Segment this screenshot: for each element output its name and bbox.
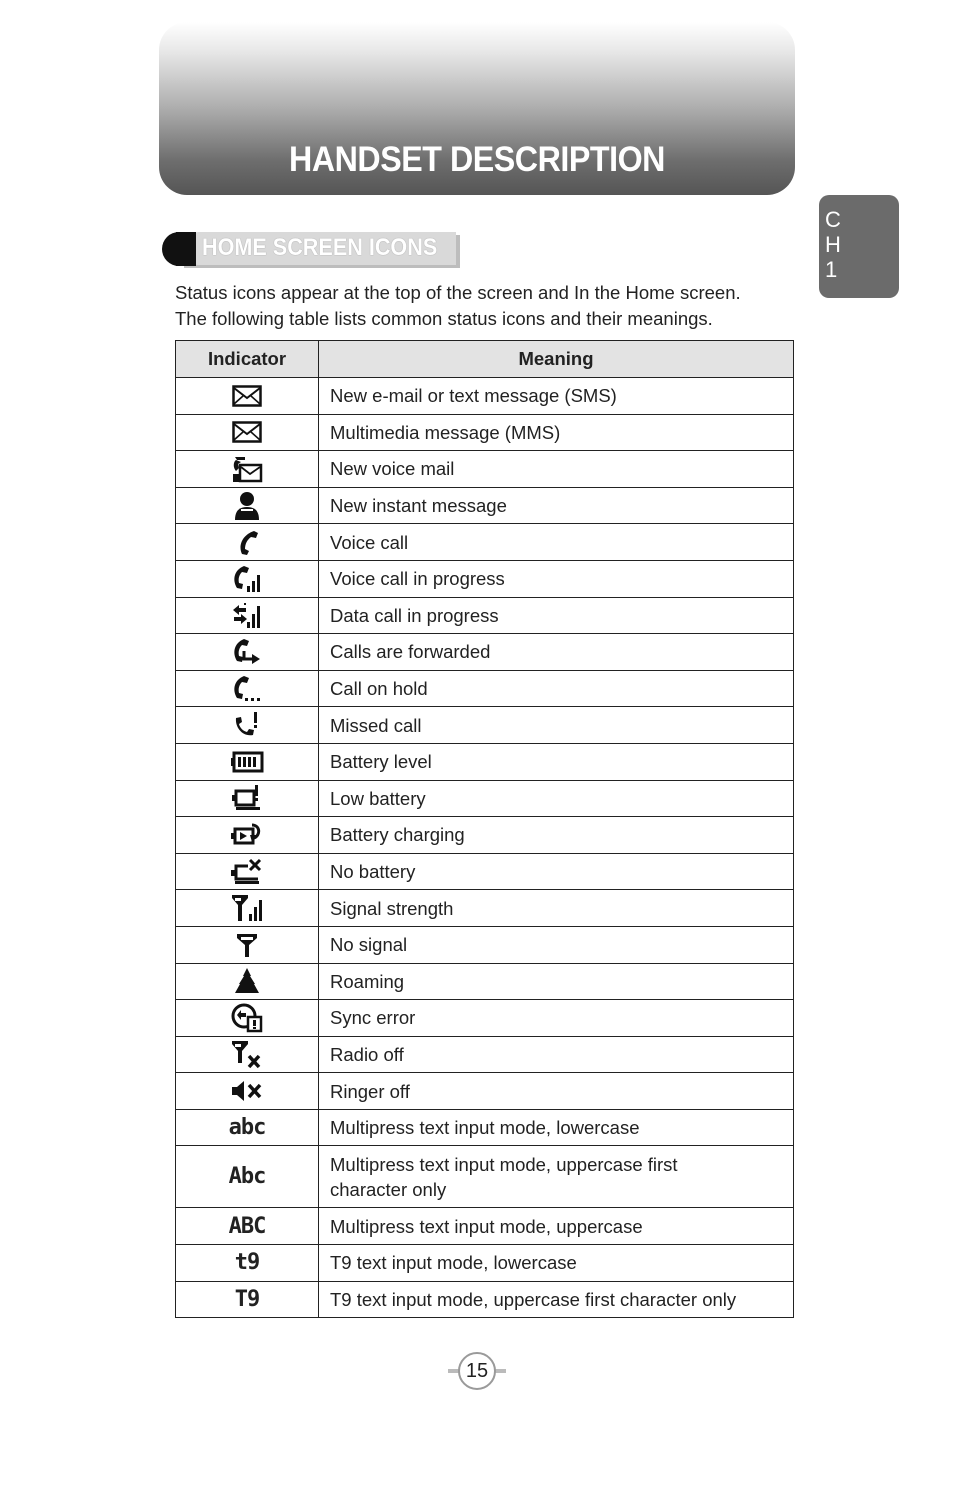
- meaning-text: No signal: [319, 926, 794, 963]
- chapter-tab-letter: C: [825, 207, 841, 232]
- table-row: [176, 560, 794, 597]
- table-row: [176, 1208, 794, 1245]
- no-signal-icon: [234, 932, 260, 958]
- person-icon: [234, 491, 260, 521]
- table-row: [176, 890, 794, 927]
- meaning-text: Battery charging: [319, 817, 794, 854]
- section-heading: [162, 231, 460, 268]
- roaming-icon: [234, 967, 260, 995]
- no-battery-icon: [230, 858, 264, 886]
- meaning-text: Radio off: [319, 1036, 794, 1073]
- battery-full-icon: [230, 751, 264, 773]
- meaning-text: Ringer off: [319, 1073, 794, 1110]
- meaning-text: Missed call: [319, 707, 794, 744]
- section-title: HOME SCREEN ICONS: [202, 234, 438, 261]
- meaning-text: Roaming: [319, 963, 794, 1000]
- missed-call-icon: [232, 710, 262, 740]
- chapter-tab-letter: H: [825, 232, 841, 257]
- table-row: [176, 817, 794, 854]
- table-row: [176, 1281, 794, 1318]
- meaning-text: Multimedia message (MMS): [319, 414, 794, 451]
- table-row: [176, 670, 794, 707]
- meaning-text: Sync error: [319, 1000, 794, 1037]
- table-row: [176, 707, 794, 744]
- meaning-text: Voice call in progress: [319, 560, 794, 597]
- battery-low-icon: [231, 784, 263, 812]
- signal-strength-icon: [230, 893, 264, 923]
- intro-line: The following table lists common status icons and their meanings.: [175, 308, 713, 329]
- meaning-text: New e-mail or text message (SMS): [319, 378, 794, 415]
- envelope-icon: [232, 385, 262, 407]
- meaning-text: Calls are forwarded: [319, 634, 794, 671]
- envelope-icon: [232, 421, 262, 443]
- voicemail-icon: [231, 454, 263, 484]
- t9-lower-icon: t9: [234, 1250, 260, 1276]
- sync-error-icon: [231, 1003, 263, 1033]
- table-row: [176, 487, 794, 524]
- table-row: [176, 1245, 794, 1282]
- table-row: [176, 780, 794, 817]
- page-title: HANDSET DESCRIPTION: [289, 140, 665, 179]
- section-bullet-icon: [162, 232, 196, 266]
- table-row: [176, 1073, 794, 1110]
- meaning-text: Call on hold: [319, 670, 794, 707]
- data-call-icon: [230, 600, 264, 630]
- text-mode-upper-icon: ABC: [228, 1213, 266, 1239]
- table-row: [176, 926, 794, 963]
- page-number-label: 15: [458, 1352, 496, 1390]
- chapter-tab: [819, 195, 899, 298]
- table-row: [176, 1146, 794, 1208]
- table-row: [176, 853, 794, 890]
- meaning-text: New instant message: [319, 487, 794, 524]
- table-header-row: [176, 341, 794, 378]
- page-number: [448, 1350, 506, 1392]
- phone-signal-icon: [230, 564, 264, 594]
- text-mode-lower-icon: abc: [228, 1115, 266, 1141]
- meaning-text: New voice mail: [319, 451, 794, 488]
- intro-paragraph: [175, 280, 795, 332]
- table-row: [176, 524, 794, 561]
- meaning-text: No battery: [319, 853, 794, 890]
- chapter-tab-letter: 1: [825, 257, 838, 282]
- call-hold-icon: [230, 674, 264, 704]
- intro-line: Status icons appear at the top of the screen and In the Home screen.: [175, 282, 741, 303]
- table-row: [176, 963, 794, 1000]
- table-row: [176, 743, 794, 780]
- table-row: [176, 414, 794, 451]
- meaning-text: Battery level: [319, 743, 794, 780]
- phone-handset-icon: [234, 528, 260, 556]
- meaning-text: Low battery: [319, 780, 794, 817]
- meaning-text-continued: character only: [330, 1178, 447, 1200]
- meaning-text: Multipress text input mode, uppercase: [319, 1208, 794, 1245]
- text-mode-first-upper-icon: Abc: [228, 1164, 266, 1190]
- t9-upper-icon: T9: [234, 1286, 260, 1312]
- table-row: [176, 1109, 794, 1146]
- table-row: [176, 1000, 794, 1037]
- meaning-text: Multipress text input mode, lowercase: [319, 1109, 794, 1146]
- call-forward-icon: [230, 637, 264, 667]
- radio-off-icon: [230, 1039, 264, 1069]
- meaning-text: Multipress text input mode, uppercase first: [330, 1153, 678, 1175]
- meaning-column-header: Meaning: [319, 341, 794, 378]
- ringer-off-icon: [230, 1079, 264, 1103]
- meaning-text: T9 text input mode, uppercase first character only: [319, 1281, 794, 1318]
- table-row: [176, 1036, 794, 1073]
- header-banner: [159, 22, 795, 195]
- table-row: [176, 597, 794, 634]
- meaning-text: Voice call: [319, 524, 794, 561]
- table-row: [176, 378, 794, 415]
- meaning-text: Signal strength: [319, 890, 794, 927]
- battery-charging-icon: [230, 821, 264, 849]
- table-row: [176, 634, 794, 671]
- indicator-column-header: Indicator: [176, 341, 319, 378]
- status-icons-table: [175, 340, 794, 1318]
- meaning-text: Data call in progress: [319, 597, 794, 634]
- table-row: [176, 451, 794, 488]
- meaning-text: T9 text input mode, lowercase: [319, 1245, 794, 1282]
